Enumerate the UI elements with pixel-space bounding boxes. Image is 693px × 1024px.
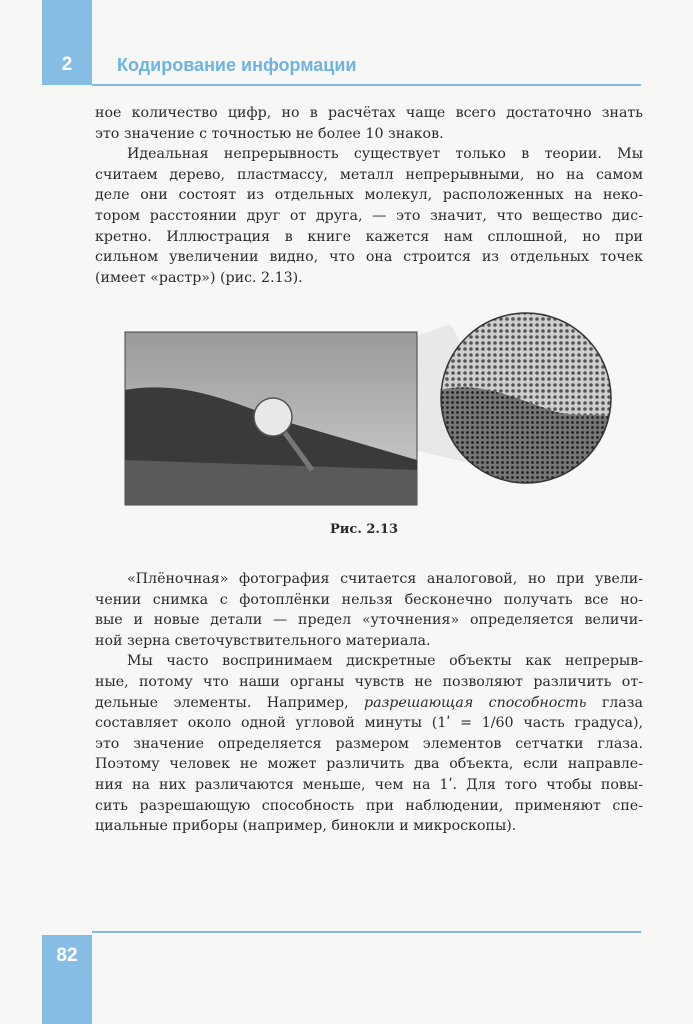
text-line: Мы часто воспринимаем дискретные объекты как непрерыв- (127, 653, 643, 670)
emphasized-term: разрешающая способность (364, 694, 587, 711)
text-line: это значение с точностью не более 10 знаков. (95, 125, 444, 142)
text-line: кретно. Иллюстрация в книге кажется нам сплошной, но при (95, 228, 643, 245)
text-block-top (95, 103, 643, 288)
text-line: чении снимка с фотоплёнки нельзя бесконечно получать все но- (95, 591, 643, 608)
text-line: циальные приборы (например, бинокли и микроскопы). (95, 818, 517, 835)
page-number: 82 (56, 945, 78, 966)
text-line: ной зерна светочувствительного материала. (95, 632, 431, 649)
text-line: (имеет «растр») (рис. 2.13). (95, 269, 303, 286)
text-line: Поэтому человек не может различить два объекта, если направле- (95, 756, 643, 773)
header-rule (92, 84, 641, 86)
text-span: глаза (586, 694, 643, 711)
text-line: считаем дерево, пластмассу, металл непрерывными, но на самом (95, 166, 643, 183)
text-line: вые и новые детали — предел «уточнения» определяется величи- (95, 612, 643, 629)
chapter-number: 2 (61, 54, 73, 75)
text-line: ния на них различаются меньше, чем на 1ʹ. Для того чтобы повы- (95, 776, 643, 793)
footer-rule (92, 931, 641, 933)
text-line: ные, потому что наши органы чувств не позволяют различить от- (95, 673, 643, 690)
text-line: составляет около одной угловой минуты (1ʹ = 1/60 часть градуса), (95, 715, 643, 732)
text-line (95, 693, 643, 714)
text-line: деле они состоят из отдельных молекул, расположенных на неко- (95, 187, 643, 204)
page-number-tab (42, 935, 92, 1024)
text-line: ное количество цифр, но в расчётах чаще всего достаточно знать (95, 105, 643, 121)
chapter-title: Кодирование информации (117, 55, 357, 75)
text-line: «Плёночная» фотография считается аналоговой, но при увели- (127, 571, 643, 587)
text-block-bottom (95, 569, 643, 837)
text-line: сить разрешающую способность при наблюдении, применяют спе- (95, 797, 643, 814)
figure-caption: Рис. 2.13 (330, 522, 399, 537)
figure-raster-illustration (120, 310, 620, 515)
chapter-number-tab (42, 0, 92, 85)
text-span: дельные элементы. Например, (95, 694, 365, 711)
text-line: тором расстоянии друг от друга, — это значит, что вещество дис- (95, 207, 643, 224)
text-line: Идеальная непрерывность существует только в теории. Мы (127, 146, 643, 163)
text-line: это значение определяется размером элементов сетчатки глаза. (95, 735, 643, 752)
text-line: сильном увеличении видно, что она строится из отдельных точек (95, 249, 643, 266)
